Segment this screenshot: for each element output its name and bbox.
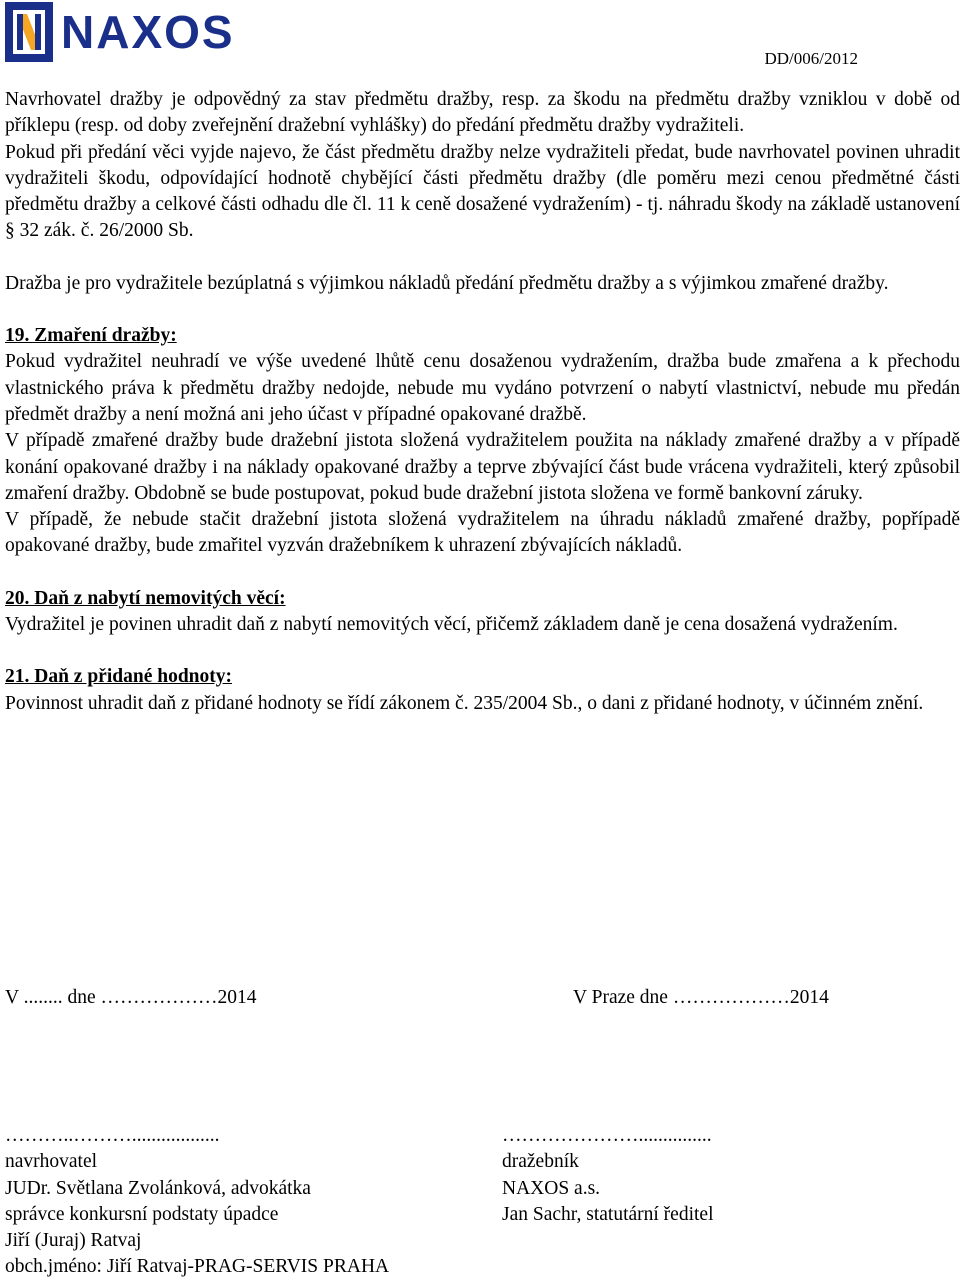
paragraph-free-of-charge: Dražba je pro vydražitele bezúplatná s výjimkou nákladů předání předmětu dražby a s výjimkou zmařené dražby. xyxy=(5,272,889,294)
section-21-title: 21. Daň z přidané hodnoty: xyxy=(5,666,232,688)
signature-name-left: JUDr. Světlana Zvolánková, advokátka xyxy=(5,1177,311,1199)
signature-block-left xyxy=(5,1123,475,1281)
signature-dates xyxy=(5,987,960,1013)
signature-detail-right-1: Jan Sachr, statutární ředitel xyxy=(502,1203,714,1225)
signature-detail-left-1: správce konkursní podstaty úpadce xyxy=(5,1203,279,1225)
naxos-logo xyxy=(5,2,235,62)
section-20-title: 20. Daň z nabytí nemovitých věcí: xyxy=(5,587,286,609)
document-number: DD/006/2012 xyxy=(764,49,858,68)
signature-line-left: ………..……….................. xyxy=(5,1125,220,1146)
section-19-paragraph-3: V případě, že nebude stačit dražební jistota složená vydražitelem na úhradu nákladů zmařené dražby, popřípadě opakované dražby, bude zmařitel vyzván dražebníkem k uhrazení zbývajících nákladů. xyxy=(5,509,960,557)
signature-detail-left-3: obch.jméno: Jiří Ratvaj-PRAG-SERVIS PRAHA xyxy=(5,1256,390,1278)
signature-detail-left-2: Jiří (Juraj) Ratvaj xyxy=(5,1230,142,1252)
date-right: V Praze dne ………………2014 xyxy=(573,987,829,1008)
section-21-paragraph: Povinnost uhradit daň z přidané hodnoty se řídí zákonem č. 235/2004 Sb., o dani z přidané hodnoty, v účinném znění. xyxy=(5,692,924,714)
signature-role-right: dražebník xyxy=(502,1151,579,1173)
signature-line-right: …………………............... xyxy=(502,1125,712,1146)
section-20-paragraph: Vydražitel je povinen uhradit daň z nabytí nemovitých věcí, přičemž základem daně je cena dosažená vydražením. xyxy=(5,614,898,636)
paragraph-liability: Navrhovatel dražby je odpovědný za stav předmětu dražby, resp. za škodu na předmětu dražby vzniklou v době od příklepu (resp. od doby zveřejnění dražební vyhlášky) do předání předmětu dražby vydražiteli. xyxy=(5,89,960,137)
signature-role-left: navrhovatel xyxy=(5,1151,98,1173)
section-19-title: 19. Zmaření dražby: xyxy=(5,325,177,347)
paragraph-damages: Pokud při předání věci vyjde najevo, že část předmětu dražby nelze vydražiteli předat, bude navrhovatel povinen uhradit vydražiteli škodu, odpovídající hodnotě chybějící části předmětu dražby (dle poměru mezi cenou předmětné části předmětu dražby a celkové části odhadu dle čl. 11 k ceně dosažené vydražením) - tj. náhradu škody na základě ustanovení § 32 zák. č. 26/2000 Sb. xyxy=(5,141,960,242)
date-left: V ........ dne ………………2014 xyxy=(5,987,257,1008)
naxos-logo-mark-icon xyxy=(5,2,53,62)
signature-block-right xyxy=(502,1123,960,1228)
section-19-paragraph-1: Pokud vydražitel neuhradí ve výše uvedené lhůtě cenu dosaženou vydražením, dražba bude zmařena a k přechodu vlastnického práva k předmětu dražby nedojde, nebude mu vydáno potvrzení o nabytí vlastnictví, nebude mu předán předmět dražby a není možná ani jeho účast v případné opakované dražbě. xyxy=(5,351,960,425)
document-body xyxy=(5,87,960,717)
signature-name-right: NAXOS a.s. xyxy=(502,1177,601,1199)
logo-text: NAXOS xyxy=(61,6,235,58)
page-header xyxy=(5,2,955,68)
section-19-paragraph-2: V případě zmařené dražby bude dražební jistota složená vydražitelem použita na náklady zmařené dražby a v případě konání opakované dražby i na náklady opakované dražby a teprve zbývající část bude vrácena vydražiteli, který způsobil zmaření dražby. Obdobně se bude postupovat, pokud bude dražební jistota složena ve formě bankovní záruky. xyxy=(5,430,960,504)
